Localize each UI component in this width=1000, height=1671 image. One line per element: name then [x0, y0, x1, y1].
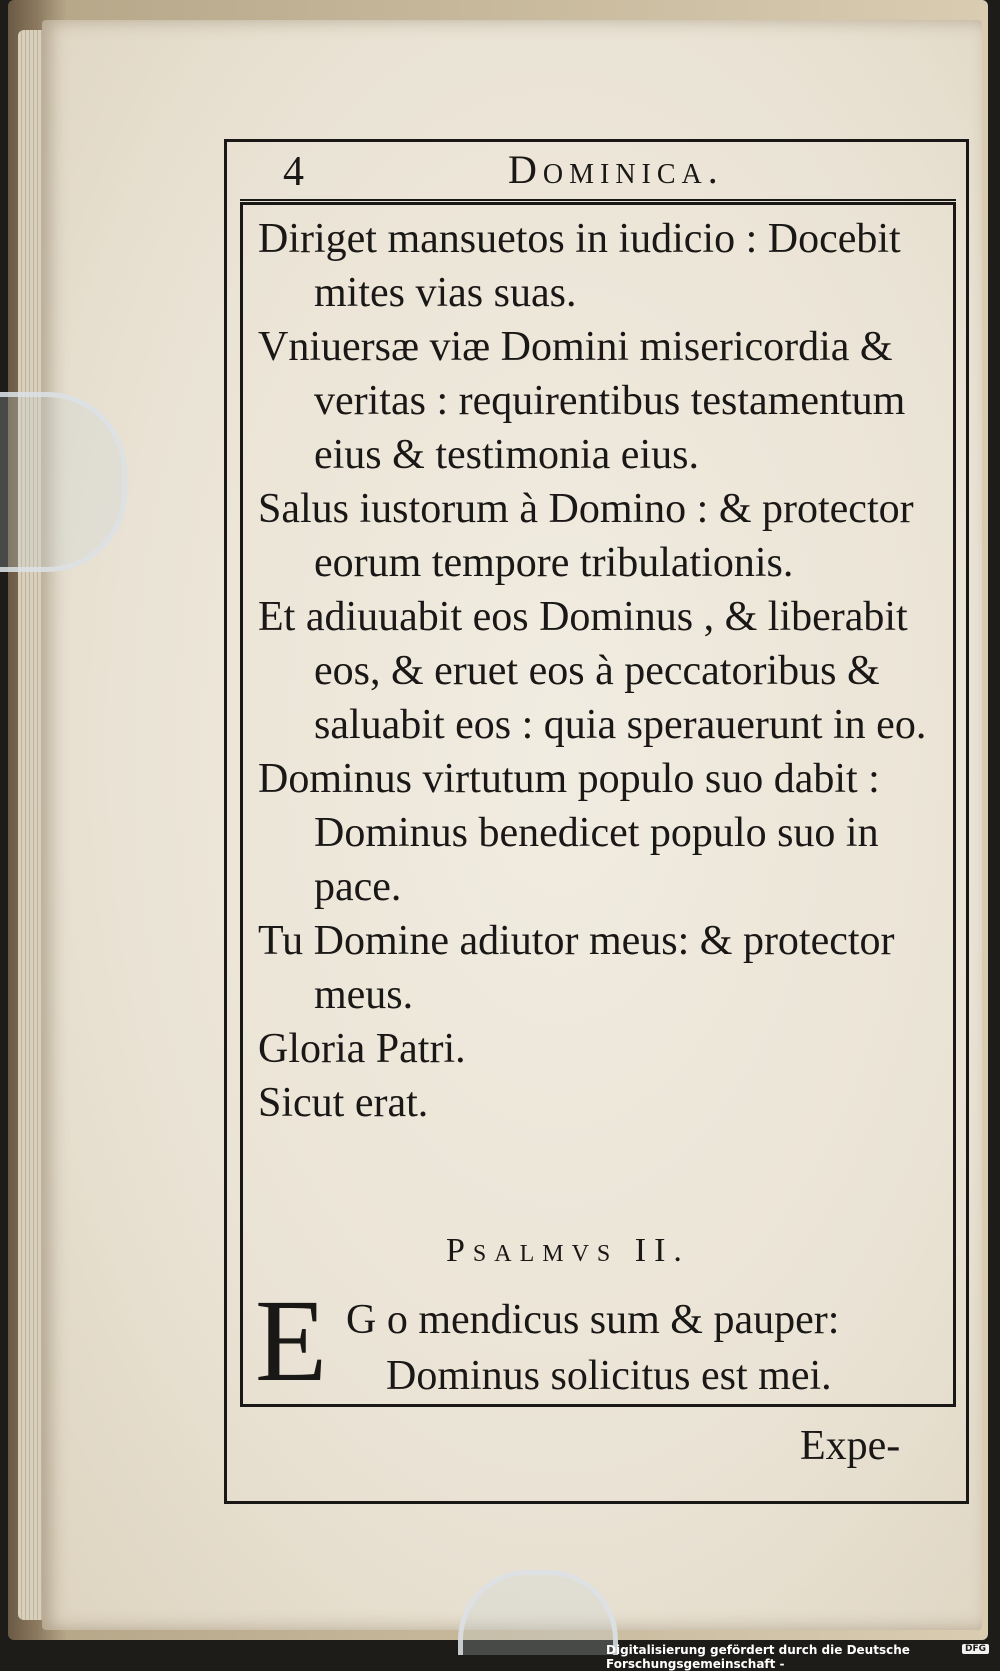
verse: Sicut erat. — [258, 1080, 429, 1126]
running-head: Dominica. — [508, 147, 724, 192]
verse: Diriget mansuetos in iudicio : Docebit mites vias suas. — [258, 216, 901, 316]
verse: Salus iustorum à Domino : & protector eorum tempore tribulationis. — [258, 486, 914, 586]
header-rule — [240, 199, 956, 201]
verse: Vniuersæ viæ Domini misericordia & veritas : requirentibus testamentum eius & testimonia eius. — [258, 324, 906, 478]
verse: Dominus virtutum populo suo dabit : Dominus benedicet populo suo in pace. — [258, 756, 880, 910]
verse: Gloria Patri. — [258, 1026, 466, 1072]
psalm-line: G o mendicus sum & pauper: — [346, 1297, 840, 1343]
psalm-opening-text — [346, 1292, 951, 1404]
verse: Et adiuuabit eos Dominus , & liberabit eos, & eruet eos à peccatoribus & saluabit eos : quia sperauerunt in eo. — [258, 594, 927, 748]
catchword: Expe- — [800, 1423, 901, 1469]
drop-cap: E — [255, 1275, 328, 1406]
digitization-credit: Digitalisierung gefördert durch die Deutsche Forschungsgemeinschaft - — [606, 1643, 910, 1671]
page-number: 4 — [283, 149, 304, 195]
verse: Tu Domine adiutor meus: & protector meus. — [258, 918, 895, 1018]
psalm-heading: Psalmvs II. — [446, 1232, 690, 1269]
psalm-line: Dominus solicitus est mei. — [386, 1353, 832, 1399]
dfg-logo: DFG — [962, 1644, 989, 1654]
verse-text-block — [258, 212, 948, 1130]
